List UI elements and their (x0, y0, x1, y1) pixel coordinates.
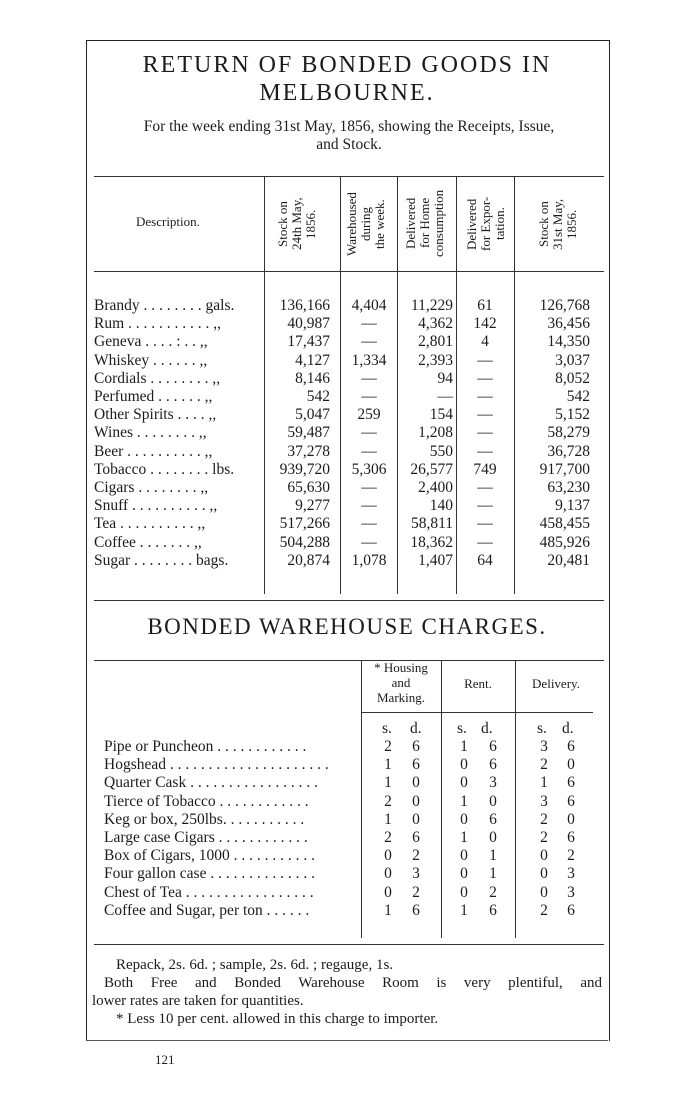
stock-31-may: 20,481 (547, 551, 590, 569)
charge-item: Four gallon case . . . . . . . . . . . . . . (104, 865, 315, 883)
stock-24-may: 40,987 (287, 315, 330, 333)
exportation: — (477, 369, 493, 387)
delivery-shillings: 0 (540, 883, 548, 901)
housing-shillings: 1 (384, 774, 392, 792)
charge-item: Large case Cigars . . . . . . . . . . . . (104, 829, 308, 846)
exportation: — (477, 479, 493, 496)
col-header-home-consumption: Delivered for Home consumption (403, 189, 446, 257)
stock-24-may: 504,288 (279, 533, 330, 551)
section-divider-rule (94, 600, 604, 601)
home-consumption: 140 (429, 497, 453, 515)
item-description: Sugar . . . . . . . . bags. (94, 551, 229, 569)
housing-shillings: 1 (384, 810, 392, 828)
delivery-pence: 3 (567, 883, 575, 901)
col-header-stock-31-may: Stock on 31st May, 1856. (536, 198, 579, 250)
rent-shillings: 1 (460, 901, 468, 919)
delivery-pence: 6 (567, 792, 575, 810)
home-consumption: 94 (437, 369, 453, 387)
item-description: Perfumed . . . . . . ,, (94, 388, 213, 405)
stock-24-may: 8,146 (295, 369, 330, 387)
housing-pence: 2 (412, 883, 420, 901)
main-title-line1: RETURN OF BONDED GOODS IN (142, 52, 552, 78)
home-consumption: 2,400 (418, 479, 453, 496)
charges-col-divider (515, 660, 516, 938)
warehoused: — (361, 315, 377, 333)
housing-shillings: 2 (384, 829, 392, 846)
warehoused: — (361, 442, 377, 460)
item-description: Tea . . . . . . . . . . ,, (94, 515, 206, 533)
note-repack: Repack, 2s. 6d. ; sample, 2s. 6d. ; regauge, 1s. (116, 957, 394, 973)
stock-24-may: 59,487 (287, 424, 330, 442)
rent-pence: 0 (489, 792, 497, 810)
warehoused: — (361, 333, 377, 351)
rent-pence: 1 (489, 865, 497, 883)
rent-shillings: 1 (460, 829, 468, 846)
stock-31-may: 917,700 (539, 460, 590, 478)
unit-pence: d. (562, 720, 574, 737)
rent-shillings: 0 (460, 865, 468, 883)
delivery-pence: 6 (567, 829, 575, 846)
delivery-pence: 6 (567, 774, 575, 792)
exportation: — (477, 351, 493, 369)
stock-24-may: 65,630 (287, 479, 330, 496)
description-header: Description. (136, 214, 200, 229)
item-description: Cigars . . . . . . . . ,, (94, 479, 209, 496)
home-consumption: 2,801 (418, 333, 453, 351)
stock-24-may: 517,266 (279, 515, 330, 533)
item-description: Tobacco . . . . . . . . lbs. (94, 460, 235, 478)
stock-31-may: 5,152 (555, 406, 590, 424)
charge-item: Pipe or Puncheon . . . . . . . . . . . . (104, 738, 307, 755)
rent-pence: 2 (489, 883, 497, 901)
exportation: 749 (473, 460, 497, 478)
warehoused: — (361, 533, 377, 551)
stock-24-may: 5,047 (295, 406, 330, 424)
subtitle-line1: For the week ending 31st May, 1856, showing the Receipts, Issue, (143, 118, 555, 135)
unit-shillings: s. (382, 720, 392, 737)
exportation: — (477, 406, 493, 424)
rent-pence: 6 (489, 901, 497, 919)
rent-shillings: 0 (460, 756, 468, 774)
stock-31-may: 14,350 (547, 333, 590, 351)
delivery-shillings: 2 (540, 901, 548, 919)
rent-pence: 6 (489, 738, 497, 755)
delivery-shillings: 1 (540, 774, 548, 792)
item-description: Coffee . . . . . . . ,, (94, 533, 202, 551)
warehoused: — (361, 515, 377, 533)
delivery-pence: 6 (567, 738, 575, 755)
housing-shillings: 0 (384, 865, 392, 883)
exportation: — (477, 442, 493, 460)
housing-shillings: 2 (384, 738, 392, 755)
charge-item: Box of Cigars, 1000 . . . . . . . . . . . (104, 847, 315, 865)
home-consumption: — (437, 388, 453, 405)
unit-pence: d. (410, 720, 422, 737)
item-description: Beer . . . . . . . . . . ,, (94, 442, 213, 460)
charges-table-top-rule (94, 660, 604, 661)
stock-24-may: 17,437 (287, 333, 330, 351)
warehoused: 1,078 (351, 551, 387, 569)
home-consumption: 1,208 (418, 424, 453, 442)
stock-31-may: 36,456 (547, 315, 590, 333)
delivery-shillings: 3 (540, 792, 548, 810)
stock-24-may: 939,720 (279, 460, 330, 478)
goods-table-top-rule (94, 176, 604, 177)
col-header-stock-24-may: Stock on 24th May, 1856. (275, 197, 318, 251)
housing-pence: 6 (412, 738, 420, 755)
delivery-pence: 0 (567, 810, 575, 828)
col-header-delivery: Delivery. (532, 676, 580, 691)
charges-col-divider (441, 660, 442, 938)
charges-title: BONDED WAREHOUSE CHARGES. (147, 614, 547, 639)
unit-shillings: s. (537, 720, 547, 737)
delivery-pence: 6 (567, 901, 575, 919)
delivery-shillings: 2 (540, 756, 548, 774)
page-number: 121 (155, 1052, 175, 1067)
home-consumption: 4,362 (418, 315, 453, 333)
home-consumption: 18,362 (410, 533, 453, 551)
col-header-rent: Rent. (464, 676, 492, 691)
housing-shillings: 1 (384, 756, 392, 774)
exportation: 142 (473, 315, 497, 333)
rent-shillings: 1 (460, 738, 468, 755)
item-description: Snuff . . . . . . . . . . ,, (94, 497, 218, 515)
housing-shillings: 1 (384, 901, 392, 919)
housing-shillings: 0 (384, 847, 392, 865)
rent-pence: 1 (489, 847, 497, 865)
stock-31-may: 8,052 (555, 369, 590, 387)
stock-24-may: 136,166 (279, 297, 330, 314)
item-description: Whiskey . . . . . . ,, (94, 351, 208, 369)
delivery-shillings: 2 (540, 810, 548, 828)
exportation: — (477, 533, 493, 551)
exportation: — (477, 424, 493, 442)
exportation: 61 (477, 297, 493, 314)
col-header-warehoused: Warehoused during the week. (344, 192, 387, 256)
item-description: Brandy . . . . . . . . gals. (94, 297, 235, 314)
goods-table-header-rule (94, 271, 604, 272)
warehoused: — (361, 497, 377, 515)
warehoused: — (361, 388, 377, 405)
rent-shillings: 1 (460, 792, 468, 810)
stock-31-may: 458,455 (539, 515, 590, 533)
home-consumption: 154 (429, 406, 453, 424)
charges-header-rule (361, 712, 593, 713)
warehoused: 5,306 (351, 460, 387, 478)
unit-pence: d. (481, 720, 493, 737)
note-footnote: * Less 10 per cent. allowed in this charge to importer. (116, 1011, 439, 1027)
housing-pence: 6 (412, 829, 420, 846)
stock-24-may: 4,127 (295, 351, 330, 369)
main-title-line2: MELBOURNE. (259, 80, 435, 106)
housing-pence: 3 (412, 865, 420, 883)
subtitle-line2: and Stock. (316, 136, 382, 153)
exportation: 64 (477, 551, 493, 569)
charge-item: Coffee and Sugar, per ton . . . . . . (104, 901, 310, 919)
delivery-shillings: 3 (540, 738, 548, 755)
item-description: Other Spirits . . . . ,, (94, 406, 217, 424)
delivery-pence: 3 (567, 865, 575, 883)
col-header-housing-marking: * Housing and Marking. (374, 660, 428, 705)
charge-item: Hogshead . . . . . . . . . . . . . . . . . . . . . (104, 756, 329, 774)
exportation: — (477, 388, 493, 405)
item-description: Cordials . . . . . . . . ,, (94, 369, 221, 387)
housing-pence: 0 (412, 774, 420, 792)
warehoused: 259 (357, 406, 381, 424)
stock-24-may: 542 (306, 388, 330, 405)
rent-shillings: 0 (460, 774, 468, 792)
exportation: 4 (481, 333, 489, 351)
housing-pence: 0 (412, 810, 420, 828)
housing-shillings: 0 (384, 883, 392, 901)
item-description: Rum . . . . . . . . . . . ,, (94, 315, 222, 333)
housing-pence: 2 (412, 847, 420, 865)
stock-31-may: 58,279 (547, 424, 590, 442)
stock-31-may: 9,137 (555, 497, 590, 515)
home-consumption: 550 (429, 442, 453, 460)
item-description: Geneva . . . . : . . ,, (94, 333, 208, 351)
housing-pence: 6 (412, 756, 420, 774)
home-consumption: 26,577 (410, 460, 453, 478)
home-consumption: 58,811 (410, 515, 453, 533)
home-consumption: 2,393 (418, 351, 453, 369)
stock-24-may: 37,278 (287, 442, 330, 460)
housing-shillings: 2 (384, 792, 392, 810)
frame-bottom-rule (86, 1040, 608, 1041)
stock-31-may: 63,230 (547, 479, 590, 496)
rent-shillings: 0 (460, 883, 468, 901)
charge-item: Chest of Tea . . . . . . . . . . . . . . . . . (104, 883, 314, 901)
stock-31-may: 3,037 (555, 351, 590, 369)
delivery-pence: 0 (567, 756, 575, 774)
stock-31-may: 542 (566, 388, 590, 405)
warehoused: — (361, 479, 377, 496)
stock-31-may: 126,768 (539, 297, 590, 314)
note-quantities: lower rates are taken for quantities. (92, 993, 304, 1009)
rent-shillings: 0 (460, 847, 468, 865)
item-description: Wines . . . . . . . . ,, (94, 424, 207, 442)
warehoused: — (361, 424, 377, 442)
delivery-shillings: 0 (540, 865, 548, 883)
delivery-shillings: 2 (540, 829, 548, 846)
charge-item: Quarter Cask . . . . . . . . . . . . . . . . . (104, 774, 318, 792)
rent-pence: 3 (489, 774, 497, 792)
rent-pence: 6 (489, 810, 497, 828)
warehoused: 1,334 (351, 351, 387, 369)
exportation: — (477, 497, 493, 515)
col-header-exportation: Delivered for Expor- tation. (464, 196, 507, 252)
rent-pence: 6 (489, 756, 497, 774)
rent-shillings: 0 (460, 810, 468, 828)
housing-pence: 6 (412, 901, 420, 919)
delivery-pence: 2 (567, 847, 575, 865)
home-consumption: 1,407 (418, 551, 453, 569)
stock-24-may: 20,874 (287, 551, 330, 569)
rent-pence: 0 (489, 829, 497, 846)
delivery-shillings: 0 (540, 847, 548, 865)
housing-pence: 0 (412, 792, 420, 810)
warehoused: — (361, 369, 377, 387)
charge-item: Tierce of Tobacco . . . . . . . . . . . . (104, 792, 309, 810)
home-consumption: 11,229 (410, 297, 453, 314)
stock-31-may: 36,728 (547, 442, 590, 460)
unit-shillings: s. (457, 720, 467, 737)
notes-top-rule (94, 944, 604, 945)
warehoused: 4,404 (351, 297, 387, 314)
stock-31-may: 485,926 (539, 533, 590, 551)
stock-24-may: 9,277 (295, 497, 330, 515)
exportation: — (477, 515, 493, 533)
note-warehouse-room: Both Free and Bonded Warehouse Room is very plentiful, and (104, 975, 602, 991)
charge-item: Keg or box, 250lbs. . . . . . . . . . . (104, 810, 305, 828)
